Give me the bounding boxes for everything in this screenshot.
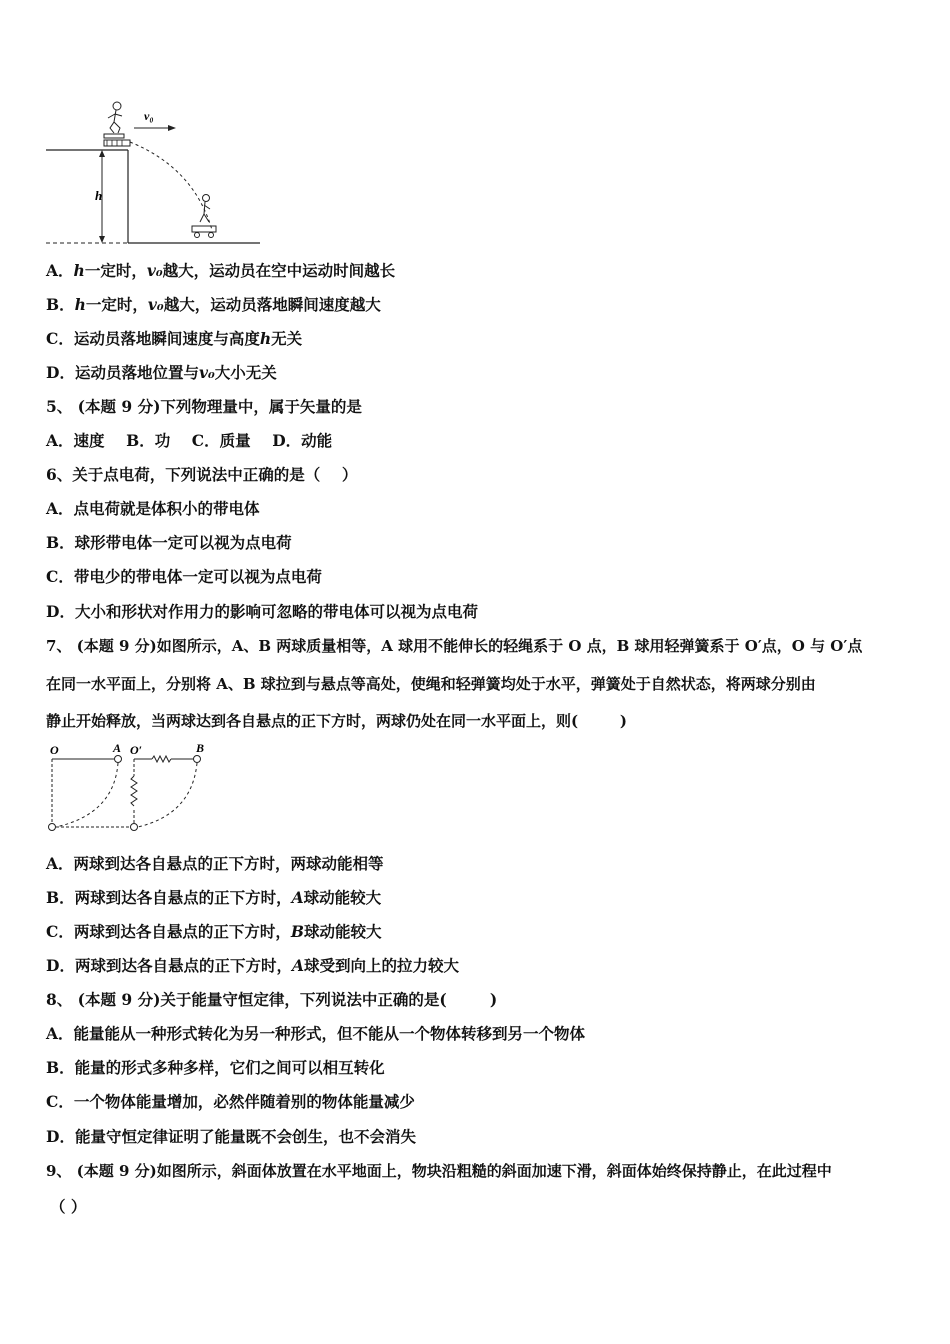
q8-option-b: B．能量的形式多种多样，它们之间可以相互转化: [46, 1058, 385, 1077]
q5-stem: 5、 (本题 9 分)下列物理量中，属于矢量的是: [46, 397, 362, 416]
q7-option-b: B．两球到达各自悬点的正下方时，A球动能较大: [46, 888, 382, 907]
q7-option-c: C．两球到达各自悬点的正下方时，B球动能较大: [46, 922, 382, 941]
q6-option-d: D．大小和形状对作用力的影响可忽略的带电体可以视为点电荷: [46, 602, 478, 621]
q7-stem-line2: 在同一水平面上，分别将 A、B 球拉到与悬点等高处，使绳和轻弹簧均处于水平，弹簧处于自然状态，将两球分别由: [46, 675, 816, 693]
q7-option-a: A．两球到达各自悬点的正下方时，两球动能相等: [46, 854, 384, 873]
label-b: B: [196, 741, 205, 755]
q8-stem: 8、 (本题 9 分)关于能量守恒定律，下列说法中正确的是( ): [46, 990, 498, 1009]
q8-option-a: A．能量能从一种形式转化为另一种形式，但不能从一个物体转移到另一个物体: [46, 1024, 586, 1043]
q7-stem-line3: 静止开始释放，当两球达到各自悬点的正下方时，两球仍处在同一水平面上，则( ): [46, 712, 627, 730]
q5-options: A．速度 B．功 C．质量 D．动能: [46, 431, 333, 450]
q6-option-b: B．球形带电体一定可以视为点电荷: [46, 533, 292, 552]
label-o-prime: O′: [130, 743, 143, 757]
label-v0: v₀: [144, 109, 154, 123]
q7-stem-line1: 7、 (本题 9 分)如图所示，A、B 两球质量相等，A 球用不能伸长的轻绳系于 O 点，B 球用轻弹簧系于 O′点，O 与 O′点: [46, 637, 863, 655]
label-a: A: [113, 741, 122, 755]
q4-option-a: A．h一定时，v₀越大，运动员在空中运动时间越长: [46, 261, 396, 280]
q4-option-c: C．运动员落地瞬间速度与高度h无关: [46, 329, 303, 348]
q8-option-d: D．能量守恒定律证明了能量既不会创生，也不会消失: [46, 1127, 416, 1146]
q7-option-d: D．两球到达各自悬点的正下方时，A球受到向上的拉力较大: [46, 956, 459, 975]
label-h: h: [95, 188, 103, 203]
q8-option-c: C．一个物体能量增加，必然伴随着别的物体能量减少: [46, 1092, 415, 1111]
label-o: O: [50, 743, 59, 757]
q6-option-a: A．点电荷就是体积小的带电体: [46, 499, 260, 518]
q9-stem-line2: （ ）: [50, 1197, 87, 1216]
pendulum-spring-figure: [44, 740, 214, 836]
q4-option-b: B．h一定时，v₀越大，运动员落地瞬间速度越大: [46, 295, 381, 314]
q4-option-d: D．运动员落地位置与v₀大小无关: [46, 363, 277, 382]
q6-option-c: C．带电少的带电体一定可以视为点电荷: [46, 567, 322, 586]
projectile-figure: [44, 98, 266, 248]
q6-stem: 6、关于点电荷，下列说法中正确的是（ ）: [46, 465, 358, 484]
q9-stem-line1: 9、 (本题 9 分)如图所示，斜面体放置在水平地面上，物块沿粗糙的斜面加速下滑，斜面体始终保持静止，在此过程中: [46, 1162, 832, 1180]
